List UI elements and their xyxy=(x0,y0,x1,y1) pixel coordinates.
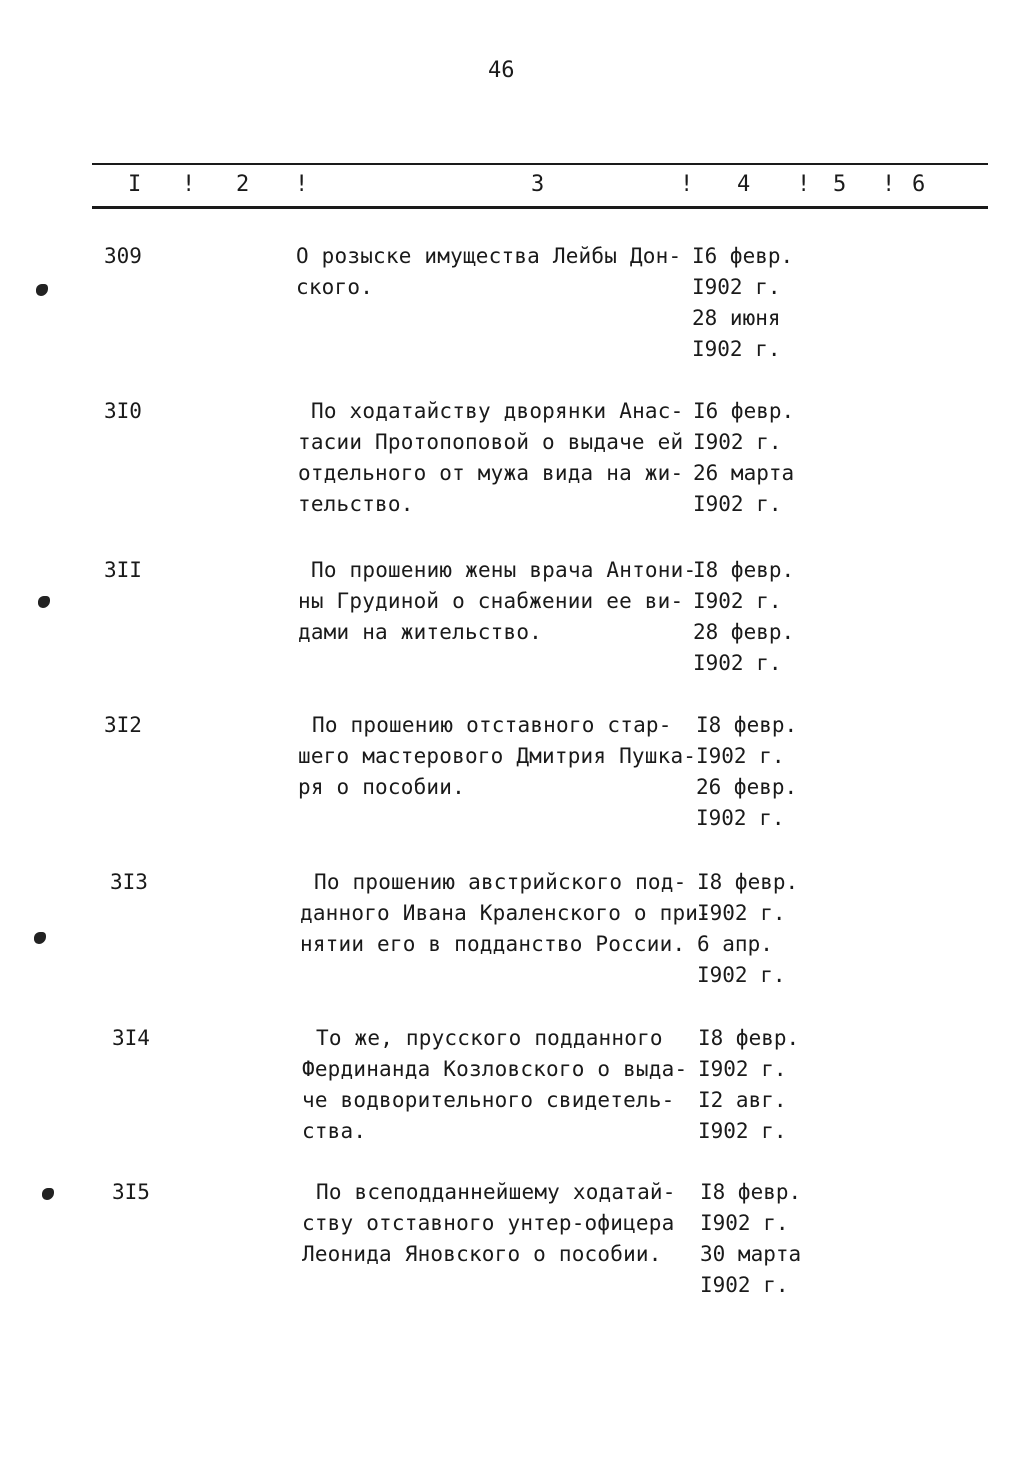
entry-text-line: отдельного от мужа вида на жи- xyxy=(298,461,684,485)
entry-date-line: I902 г. xyxy=(700,1273,789,1297)
entry-date-line: 26 марта xyxy=(693,461,795,485)
entry-text-line: О розыске имущества Лейбы Дон- xyxy=(296,244,682,268)
entry-date-line: 30 марта xyxy=(700,1242,802,1266)
entry-date-line: I902 г. xyxy=(693,492,782,516)
entry-text-line: шего мастерового Дмитрия Пушка- xyxy=(298,744,697,768)
entry-text-line: ству отставного унтер-офицера xyxy=(302,1211,675,1235)
entry-date-line: I2 авг. xyxy=(698,1088,787,1112)
table-row xyxy=(0,713,1024,863)
entry-date-line: I8 февр. xyxy=(696,713,798,737)
entry-text-line: То же, прусского подданного xyxy=(316,1026,663,1050)
entry-date-line: I902 г. xyxy=(697,963,786,987)
header-col-3: 3 xyxy=(531,172,545,197)
entry-text-line: По прошению отставного стар- xyxy=(312,713,672,737)
header-separator: ! xyxy=(680,172,694,197)
entry-date-line: I8 февр. xyxy=(697,870,799,894)
entry-date-line: I6 февр. xyxy=(692,244,794,268)
table-row xyxy=(0,1026,1024,1176)
header-col-5: 5 xyxy=(833,172,847,197)
entry-date-line: I902 г. xyxy=(693,430,782,454)
entry-text-line: данного Ивана Краленского о при- xyxy=(300,901,711,925)
table-row xyxy=(0,870,1024,1020)
header-separator: ! xyxy=(882,172,896,197)
entry-date-line: I8 февр. xyxy=(698,1026,800,1050)
entry-number: 3II xyxy=(104,558,142,582)
entry-number: 3I2 xyxy=(104,713,142,737)
table-row xyxy=(0,244,1024,394)
entry-number: 3I0 xyxy=(104,399,142,423)
entry-date-line: I902 г. xyxy=(697,901,786,925)
entry-text-line: ря о пособии. xyxy=(298,775,465,799)
header-separator: ! xyxy=(797,172,811,197)
table-row xyxy=(0,558,1024,708)
entry-number: 3I3 xyxy=(110,870,148,894)
entry-text-line: че водворительного свидетель- xyxy=(302,1088,675,1112)
entry-text-line: По прошению жены врача Антони- xyxy=(311,558,697,582)
entry-date-line: I902 г. xyxy=(693,651,782,675)
entry-date-line: 28 июня xyxy=(692,306,781,330)
entry-date-line: I902 г. xyxy=(698,1057,787,1081)
header-col-6: 6 xyxy=(912,172,926,197)
entry-text-line: ства. xyxy=(302,1119,367,1143)
entry-number: 309 xyxy=(104,244,142,268)
entry-date-line: I902 г. xyxy=(698,1119,787,1143)
entry-text-line: По всеподданнейшему ходатай- xyxy=(316,1180,676,1204)
entry-number: 3I4 xyxy=(112,1026,150,1050)
entry-text-line: ны Грудиной о снабжении ее ви- xyxy=(298,589,684,613)
header-separator: ! xyxy=(182,172,196,197)
entry-date-line: I902 г. xyxy=(693,589,782,613)
entry-date-line: I8 февр. xyxy=(693,558,795,582)
header-col-1: I xyxy=(128,172,142,197)
header-rule-top xyxy=(92,163,988,165)
entry-date-line: I8 февр. xyxy=(700,1180,802,1204)
table-row xyxy=(0,399,1024,549)
entry-date-line: I902 г. xyxy=(696,806,785,830)
entry-text-line: дами на жительство. xyxy=(298,620,543,644)
entry-date-line: I902 г. xyxy=(696,744,785,768)
entry-text-line: нятии его в подданство России. xyxy=(300,932,686,956)
entry-text-line: тасии Протопоповой о выдаче ей xyxy=(298,430,684,454)
page-number: 46 xyxy=(488,58,515,83)
entry-text-line: По прошению австрийского под- xyxy=(314,870,687,894)
header-col-4: 4 xyxy=(737,172,751,197)
table-row xyxy=(0,1180,1024,1330)
header-col-2: 2 xyxy=(236,172,250,197)
entry-number: 3I5 xyxy=(112,1180,150,1204)
entry-date-line: I902 г. xyxy=(692,275,781,299)
entry-date-line: I902 г. xyxy=(700,1211,789,1235)
entry-text-line: По ходатайству дворянки Анас- xyxy=(311,399,684,423)
entry-date-line: 28 февр. xyxy=(693,620,795,644)
entry-date-line: 26 февр. xyxy=(696,775,798,799)
entry-text-line: ского. xyxy=(296,275,374,299)
entry-date-line: I6 февр. xyxy=(693,399,795,423)
entry-text-line: тельство. xyxy=(298,492,414,516)
header-rule-bottom xyxy=(92,206,988,209)
entry-text-line: Фердинанда Козловского о выда- xyxy=(302,1057,688,1081)
entry-date-line: 6 апр. xyxy=(697,932,773,956)
entry-date-line: I902 г. xyxy=(692,337,781,361)
header-separator: ! xyxy=(295,172,309,197)
entry-text-line: Леонида Яновского о пособии. xyxy=(302,1242,662,1266)
